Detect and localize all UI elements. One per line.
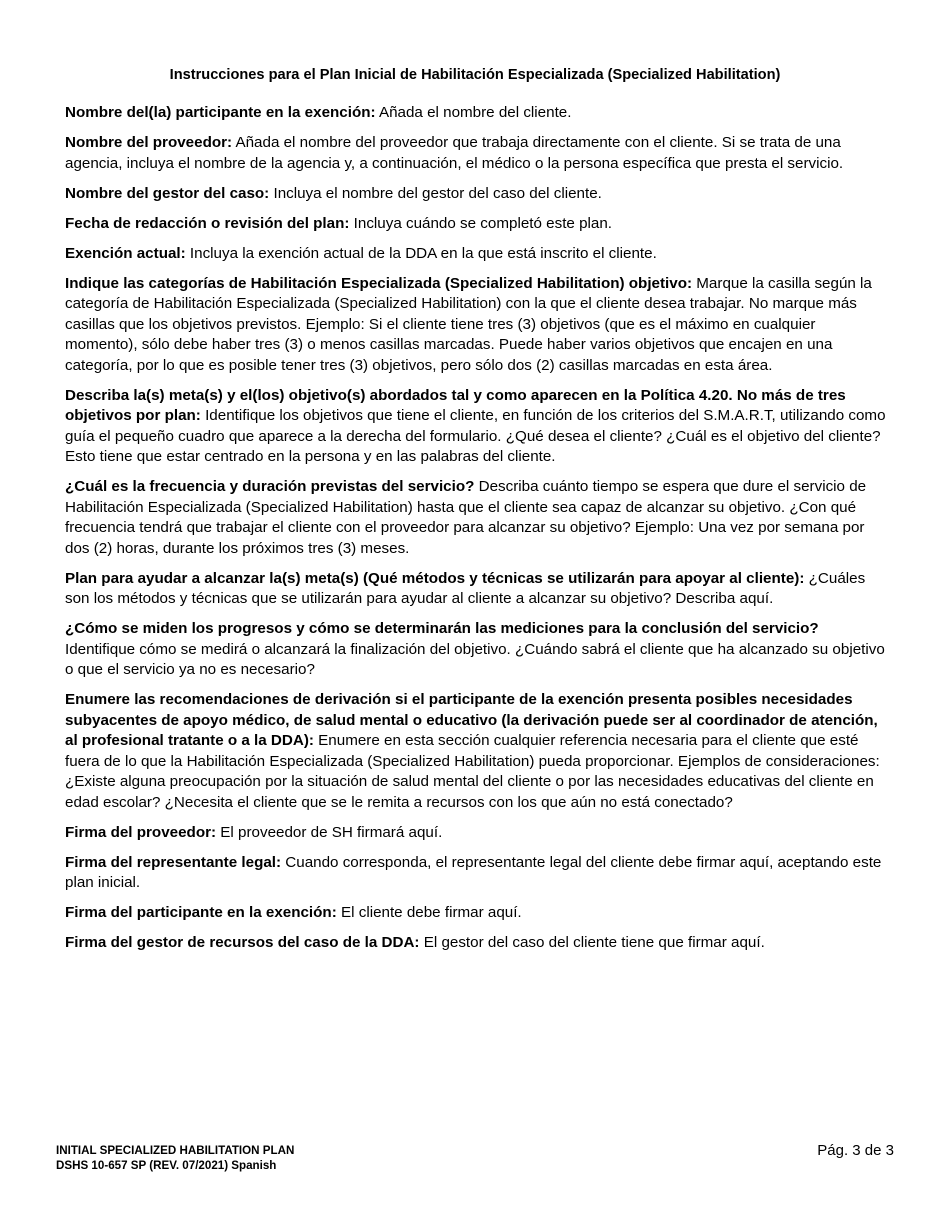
instruction-label: Describa la(s) meta(s) y el(los) objetivo(s) abordados tal y como aparecen en la Política 4.20. No más de tres objetivos por plan: [65, 386, 846, 424]
instruction-frequency-duration [65, 477, 887, 559]
instruction-label: Enumere las recomendaciones de derivación si el participante de la exención presenta posibles necesidades subyacentes de apoyo médico, de salud mental o educativo (la derivación puede ser al coordinador de atención, al profesional tratante o a la DDA): [65, 691, 878, 749]
instruction-label: Firma del representante legal: [65, 853, 282, 871]
instruction-text: Cuando corresponda, el representante legal del cliente debe firmar aquí, aceptando este plan inicial. [65, 853, 882, 891]
page-number: Pág. 3 de 3 [817, 1142, 894, 1159]
instruction-label: Fecha de redacción o revisión del plan: [65, 214, 350, 232]
instruction-label: Firma del gestor de recursos del caso de la DDA: [65, 934, 420, 951]
instruction-current-waiver [65, 244, 887, 265]
instruction-text: Incluya cuándo se completó este plan. [349, 214, 613, 232]
instruction-plan-date [65, 214, 887, 235]
instruction-text: El proveedor de SH firmará aquí. [216, 823, 443, 841]
instruction-plan-methods [65, 569, 887, 610]
instruction-text: El gestor del caso del cliente tiene que firmar aquí. [419, 934, 765, 951]
instruction-legal-rep-signature [65, 853, 887, 894]
instruction-target-categories [65, 274, 887, 377]
footer-form-number: DSHS 10-657 SP (REV. 07/2021) Spanish [56, 1159, 277, 1172]
instruction-label: Nombre del gestor del caso: [65, 184, 270, 202]
instruction-label: Nombre del proveedor: [65, 134, 233, 151]
instruction-participant-signature [65, 903, 887, 924]
instruction-text: Añada el nombre del cliente. [375, 104, 572, 121]
instruction-label: Firma del proveedor: [65, 823, 217, 841]
instruction-progress-measurement [65, 619, 887, 681]
instruction-text: Marque la casilla según la categoría de Habilitación Especializada (Specialized Habilitation) con la que el cliente desea trabajar. No marque más casillas que los objetivos previstos. Ejemplo: Si el cliente tiene tres (3) objetivos (que es el máximo en cualquier momento), sólo debe haber tres (3) o menos casillas marcadas. Puede haber varios objetivos que encajen en una categoría, por lo que es posible tener tres (3) objetivos, pero sólo dos (2) casillas marcadas en esta área. [65, 274, 872, 374]
instruction-text: Enumere en esta sección cualquier referencia necesaria para el cliente que esté fuera de lo que la Habilitación Especializada (Specialized Habilitation) pueda proporcionar. Ejemplos de consideraciones: ¿Existe alguna preocupación por la situación de salud mental del cliente o por las necesidades educativas del cliente en edad escolar? ¿Necesita el cliente que se le remita a recursos con los que aún no está conectado? [65, 732, 880, 811]
instructions-body [65, 103, 887, 963]
instruction-referral-recommendations [65, 690, 887, 813]
instruction-label: Indique las categorías de Habilitación Especializada (Specialized Habilitation) objetivo: [65, 274, 693, 292]
instruction-text: Incluya la exención actual de la DDA en la que está inscrito el cliente. [185, 244, 657, 262]
instruction-provider-signature [65, 823, 887, 844]
instruction-goals-objectives [65, 386, 887, 468]
instruction-label: ¿Cuál es la frecuencia y duración previstas del servicio? [65, 478, 475, 495]
instruction-label: Nombre del(la) participante en la exención: [65, 104, 376, 121]
instruction-text: Identifique cómo se medirá o alcanzará la finalización del objetivo. ¿Cuándo sabrá el cliente que ha alcanzado su objetivo o que el servicio ya no es necesario? [65, 640, 885, 678]
instruction-label: Firma del participante en la exención: [65, 904, 337, 921]
instruction-text: Añada el nombre del proveedor que trabaja directamente con el cliente. Si se trata de una agencia, incluya el nombre de la agencia y, a continuación, el médico o la persona específica que presta el servicio. [65, 134, 844, 172]
document-title: Instrucciones para el Plan Inicial de Habilitación Especializada (Specialized Habilitation) [169, 67, 781, 83]
instruction-dda-manager-signature [65, 933, 887, 954]
instruction-case-manager-name [65, 184, 887, 205]
instruction-text: El cliente debe firmar aquí. [336, 904, 522, 921]
instruction-label: Plan para ayudar a alcanzar la(s) meta(s) (Qué métodos y técnicas se utilizarán para apoyar al cliente): [65, 569, 805, 587]
instruction-text: Incluya el nombre del gestor del caso del cliente. [269, 184, 602, 202]
instruction-text: Identifique los objetivos que tiene el cliente, en función de los criterios del S.M.A.R.T, utilizando como guía el pequeño cuadro que aparece a la derecha del formulario. ¿Qué desea el cliente? ¿Cuál es el objetivo del cliente? Esto tiene que estar centrado en la persona y en las palabras del cliente. [65, 407, 886, 465]
instruction-label: Exención actual: [65, 244, 186, 262]
footer-form-info [56, 1143, 294, 1173]
instruction-label: ¿Cómo se miden los progresos y cómo se determinarán las mediciones para la conclusión del servicio? [65, 620, 819, 637]
instruction-provider-name [65, 133, 887, 174]
instruction-participant-name [65, 103, 887, 124]
footer-form-name: INITIAL SPECIALIZED HABILITATION PLAN [56, 1144, 295, 1157]
instruction-text: ¿Cuáles son los métodos y técnicas que se utilizarán para ayudar al cliente a alcanzar su objetivo? Describa aquí. [65, 569, 866, 607]
instruction-text: Describa cuánto tiempo se espera que dure el servicio de Habilitación Especializada (Specialized Habilitation) hasta que el cliente sea capaz de alcanzar su objetivo. ¿Con qué frecuencia tendrá que trabajar el cliente con el proveedor para alcanzar su objetivo? Ejemplo: Una vez por semana por dos (2) horas, durante los próximos tres (3) meses. [65, 478, 867, 557]
